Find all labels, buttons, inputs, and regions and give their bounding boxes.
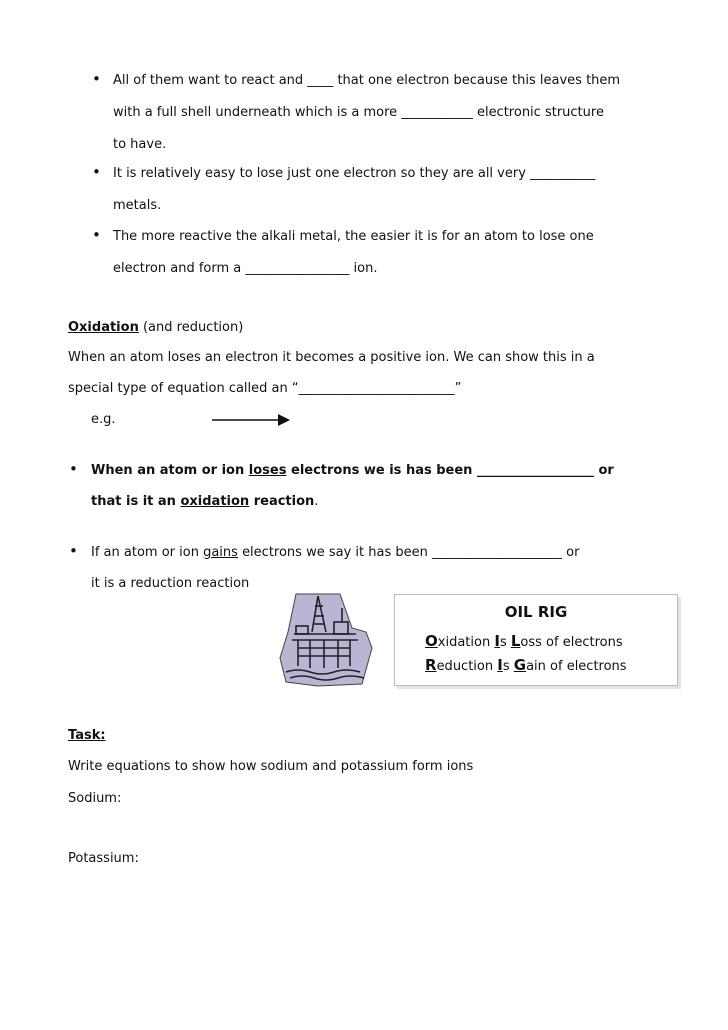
blank: __________________ xyxy=(476,463,594,478)
blank: ___________ xyxy=(401,105,473,120)
oil-rig-line-reduction xyxy=(425,656,627,674)
text: reaction xyxy=(253,494,315,509)
text: electrons we say it has been xyxy=(242,545,428,560)
gains-line-2: it is a reduction reaction xyxy=(91,576,250,591)
text: special type of equation called an “ xyxy=(68,381,299,396)
text: It is relatively easy to lose just one electron so they are all very xyxy=(113,166,526,181)
reaction-arrow-icon xyxy=(210,410,292,430)
letter: G xyxy=(513,656,527,674)
oil-rig-icon xyxy=(278,588,374,688)
eg-label: e.g. xyxy=(91,412,116,427)
oxidation-word: oxidation xyxy=(180,494,250,509)
text: electronic structure xyxy=(476,105,604,120)
task-instruction: Write equations to show how sodium and potassium form ions xyxy=(68,759,474,774)
bullet-3-line-2 xyxy=(113,261,377,276)
oxidation-heading xyxy=(68,320,243,335)
text: s xyxy=(499,635,507,650)
potassium-label: Potassium: xyxy=(68,851,139,866)
text: ion. xyxy=(353,261,378,276)
loses-word: loses xyxy=(248,463,287,478)
bullet-1-line-3: to have. xyxy=(113,137,167,152)
text: All of them want to react and xyxy=(113,73,304,88)
letter: O xyxy=(425,632,438,650)
letter: L xyxy=(510,632,521,650)
text: s xyxy=(502,659,510,674)
blank: ____ xyxy=(307,73,334,88)
heading-word: Oxidation xyxy=(68,320,139,335)
bullet-marker: • xyxy=(92,163,101,181)
oxidation-paragraph-line-2 xyxy=(68,381,461,396)
loses-line-1 xyxy=(91,463,614,478)
oil-rig-title: OIL RIG xyxy=(504,603,568,621)
blank: ________________ xyxy=(245,261,350,276)
sodium-label: Sodium: xyxy=(68,791,122,806)
heading-rest: (and reduction) xyxy=(142,320,244,335)
text: eduction xyxy=(436,659,494,674)
loses-line-2 xyxy=(91,494,318,509)
text: When an atom or ion xyxy=(91,463,245,478)
bullet-3-line-1: The more reactive the alkali metal, the easier it is for an atom to lose one xyxy=(113,229,594,244)
text: electron and form a xyxy=(113,261,242,276)
text: oss of electrons xyxy=(520,635,623,650)
text: If an atom or ion xyxy=(91,545,199,560)
bullet-marker: • xyxy=(92,70,101,88)
bullet-1-line-1 xyxy=(113,73,620,88)
bullet-marker: • xyxy=(69,542,78,560)
oxidation-paragraph-line-1: When an atom loses an electron it becomes a positive ion. We can show this in a xyxy=(68,350,595,365)
gains-line-1 xyxy=(91,545,579,560)
text: . xyxy=(314,494,319,509)
letter: I xyxy=(494,632,500,650)
oil-rig-line-oxidation xyxy=(425,632,623,650)
text: xidation xyxy=(437,635,491,650)
bullet-1-line-2 xyxy=(113,105,604,120)
text: or xyxy=(566,545,580,560)
text: electrons we is has been xyxy=(291,463,473,478)
text: that is it an xyxy=(91,494,176,509)
blank: ________________________ xyxy=(298,381,455,396)
bullet-marker: • xyxy=(69,460,78,478)
bullet-marker: • xyxy=(92,226,101,244)
letter: R xyxy=(425,656,437,674)
blank: ____________________ xyxy=(431,545,562,560)
text: ” xyxy=(454,381,462,396)
blank: __________ xyxy=(530,166,596,181)
text: that one electron because this leaves them xyxy=(337,73,621,88)
gains-word: gains xyxy=(203,545,238,560)
text: ain of electrons xyxy=(526,659,627,674)
bullet-2-line-1 xyxy=(113,166,595,181)
task-heading: Task: xyxy=(68,728,106,743)
text: with a full shell underneath which is a more xyxy=(113,105,398,120)
bullet-2-line-2: metals. xyxy=(113,198,162,213)
text: or xyxy=(598,463,614,478)
letter: I xyxy=(497,656,503,674)
oil-rig-mnemonic-box xyxy=(394,594,678,686)
